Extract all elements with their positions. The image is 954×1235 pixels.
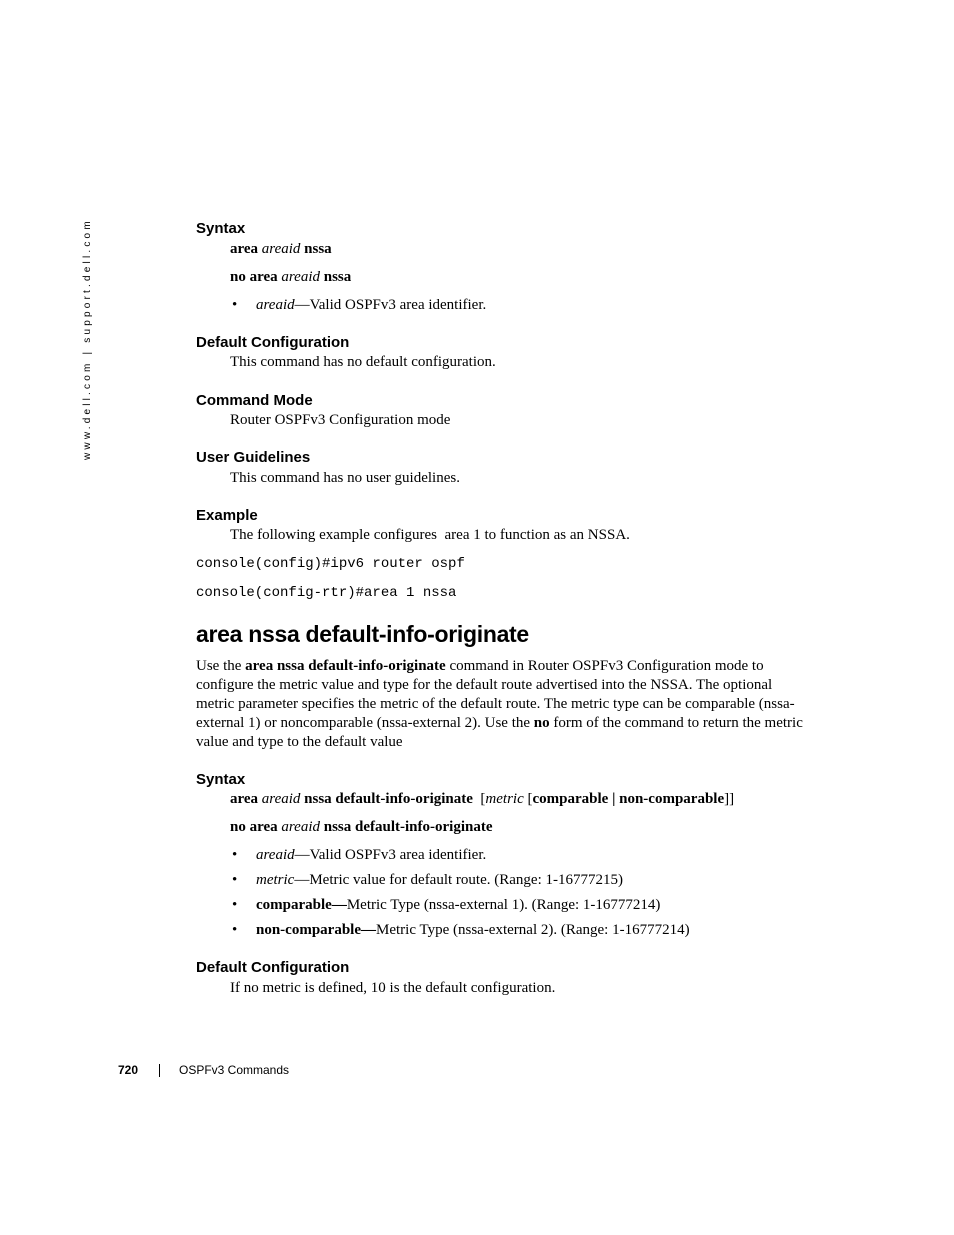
command-mode-text: Router OSPFv3 Configuration mode bbox=[230, 412, 451, 428]
bullet-term: non-comparable— bbox=[256, 922, 376, 938]
example-heading: Example bbox=[196, 507, 258, 524]
syntax-command: nssa bbox=[304, 241, 332, 257]
syntax-argument: areaid bbox=[261, 241, 301, 257]
syntax-command: nssa default-info-originate bbox=[304, 791, 473, 807]
bullet-term: areaid bbox=[256, 847, 295, 863]
default-config-text: If no metric is defined, 10 is the default configuration. bbox=[230, 980, 556, 996]
desc-text: Use the bbox=[196, 658, 246, 674]
syntax-command: no area bbox=[230, 269, 278, 285]
syntax-heading: Syntax bbox=[196, 220, 246, 237]
default-config-heading: Default Configuration bbox=[196, 334, 350, 351]
bullet-dot: • bbox=[232, 922, 238, 938]
syntax-command: nssa default-info-originate bbox=[323, 819, 493, 835]
syntax-bracket: [ bbox=[472, 791, 486, 807]
bullet-dot: • bbox=[232, 872, 238, 888]
bullet-dot: • bbox=[232, 847, 238, 863]
bullet-term: comparable— bbox=[256, 897, 347, 913]
bullet-term: metric bbox=[256, 872, 295, 888]
syntax-line-no bbox=[230, 819, 493, 836]
default-config-text: This command has no default configuration. bbox=[230, 354, 496, 370]
code-line: console(config-rtr)#area 1 nssa bbox=[196, 585, 457, 601]
syntax-line bbox=[230, 791, 734, 808]
syntax-command: area bbox=[230, 241, 259, 257]
footer-separator bbox=[159, 1064, 160, 1077]
bullet-item bbox=[256, 922, 690, 939]
bullet-term: areaid bbox=[256, 297, 295, 313]
command-title: area nssa default-info-originate bbox=[196, 621, 529, 647]
syntax-line bbox=[230, 241, 332, 258]
default-config-heading: Default Configuration bbox=[196, 959, 350, 976]
syntax-command: nssa bbox=[323, 269, 352, 285]
user-guidelines-heading: User Guidelines bbox=[196, 449, 311, 466]
side-url: www.dell.com | support.dell.com bbox=[82, 218, 93, 460]
syntax-line-no bbox=[230, 269, 351, 286]
syntax-bracket: [ bbox=[523, 791, 533, 807]
user-guidelines-text: This command has no user guidelines. bbox=[230, 470, 460, 486]
bullet-desc: Metric Type (nssa-external 1). (Range: 1-16777214) bbox=[346, 897, 661, 913]
command-mode-heading: Command Mode bbox=[196, 392, 313, 409]
bullet-item bbox=[256, 847, 486, 864]
bullet-desc: Metric Type (nssa-external 2). (Range: 1-16777214) bbox=[376, 922, 690, 938]
bullet-dot: • bbox=[232, 297, 238, 313]
syntax-heading: Syntax bbox=[196, 771, 246, 788]
code-line: console(config)#ipv6 router ospf bbox=[196, 556, 465, 572]
command-description bbox=[196, 657, 808, 752]
footer-section-name: OSPFv3 Commands bbox=[179, 1063, 290, 1077]
syntax-command: area bbox=[230, 791, 259, 807]
syntax-keyword: non-comparable bbox=[619, 791, 725, 807]
bullet-item bbox=[256, 872, 623, 889]
syntax-argument: areaid bbox=[281, 819, 320, 835]
example-text: The following example configures area 1 to function as an NSSA. bbox=[230, 527, 630, 543]
bullet-dot: • bbox=[232, 897, 238, 913]
syntax-command: no area bbox=[230, 819, 278, 835]
desc-text: command in Router OSPFv3 Configuration mode to configure the metric value and type for the default route advertised into the NSSA. The optional metric parameter specifies the metric of the default route. The metric type can be comparable (nssa-external 1) or noncomparable (nssa-external 2). Use the bbox=[196, 658, 795, 731]
bullet-item bbox=[256, 297, 486, 314]
page-number: 720 bbox=[118, 1063, 139, 1077]
syntax-pipe: | bbox=[608, 791, 620, 807]
syntax-argument: metric bbox=[485, 791, 524, 807]
desc-command: area nssa default-info-originate bbox=[245, 658, 446, 674]
bullet-desc: —Valid OSPFv3 area identifier. bbox=[294, 297, 487, 313]
syntax-bracket: ]] bbox=[724, 791, 735, 807]
desc-text: form of the command to return the metric value and type to the default value bbox=[196, 715, 803, 750]
desc-no-keyword: no bbox=[533, 715, 550, 731]
syntax-argument: areaid bbox=[281, 269, 320, 285]
bullet-desc: —Valid OSPFv3 area identifier. bbox=[294, 847, 487, 863]
bullet-item bbox=[256, 897, 660, 914]
syntax-argument: areaid bbox=[261, 791, 301, 807]
bullet-desc: —Metric value for default route. (Range: 1-16777215) bbox=[294, 872, 623, 888]
syntax-keyword: comparable bbox=[532, 791, 609, 807]
